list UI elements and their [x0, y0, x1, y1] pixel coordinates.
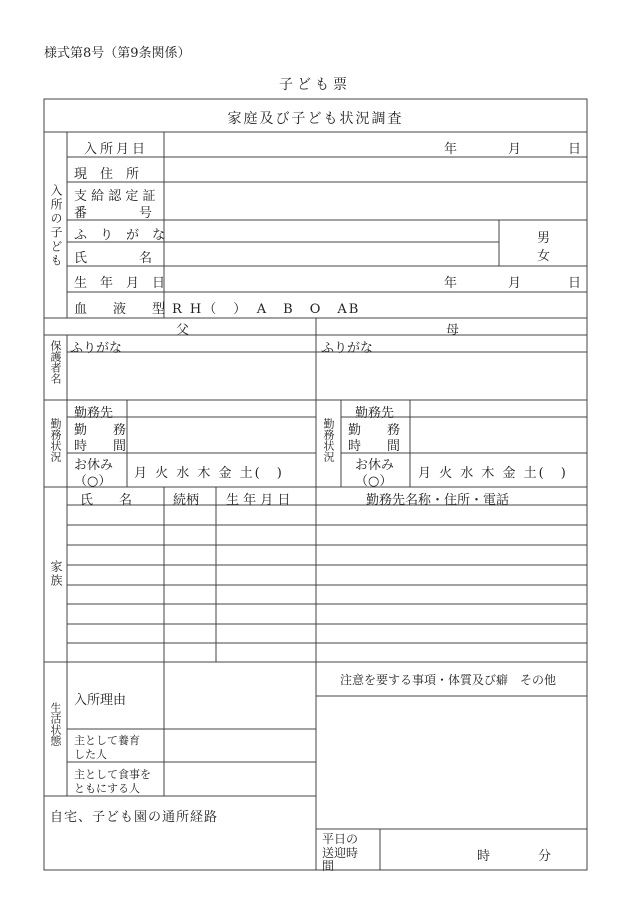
mother-furigana-label: ふりがな: [321, 341, 374, 356]
mother-hours-label-1: 勤 務: [348, 423, 401, 438]
birth-day-label: 日: [568, 276, 582, 291]
family-col-name: 氏 名: [80, 493, 133, 508]
father-holiday-label-2: （○）: [74, 474, 112, 489]
birth-year-label: 年: [444, 276, 458, 291]
meal-label-2: ともにする人: [74, 782, 140, 795]
work-side-label-father: 勤務状況: [49, 418, 62, 462]
entry-year-label: 年: [444, 142, 458, 157]
child-name-label: 氏 名: [74, 251, 153, 266]
child-side-label: 入所の子ども: [49, 184, 63, 268]
father-furigana-label: ふりがな: [70, 341, 123, 356]
commute-label-3: 間: [322, 859, 335, 873]
father-holiday-label-1: お休み: [74, 458, 114, 473]
family-col-birth: 生 年 月 日: [226, 493, 291, 508]
mother-hours-label-2: 時 間: [348, 439, 401, 454]
birth-month-label: 月: [508, 276, 522, 291]
life-side-label: 生活状態: [49, 702, 62, 746]
family-col-work: 勤務先名称・住所・電話: [366, 493, 510, 508]
cert-number-label-2: 番 号: [74, 206, 153, 221]
family-col-relation: 続柄: [173, 493, 200, 508]
furigana-label: ふ り が な: [74, 228, 166, 243]
section-title: 家庭及び子ども状況調査: [227, 111, 404, 127]
carer-label-2: した人: [74, 748, 107, 761]
father-hours-label-2: 時 間: [74, 439, 127, 454]
carer-label-1: 主として養育: [74, 734, 140, 747]
reason-label: 入所理由: [74, 693, 127, 708]
family-side-label: 家族: [49, 560, 63, 588]
male-label: 男: [537, 231, 551, 246]
guardian-side-label: 保護者名: [49, 340, 62, 384]
entry-month-label: 月: [508, 142, 522, 157]
mother-holiday-label-1: お休み: [355, 458, 395, 473]
work-side-label-mother: 勤務状況: [322, 418, 335, 462]
father-holiday-days: 月 火 水 木 金 土( ): [134, 466, 284, 481]
meal-label-1: 主として食事を: [74, 768, 151, 781]
father-hours-label-1: 勤 務: [74, 423, 127, 438]
hour-label: 時: [477, 849, 491, 864]
mother-holiday-days: 月 火 水 木 金 土( ): [418, 466, 568, 481]
mother-holiday-label-2: （○）: [355, 474, 393, 489]
route-label: 自宅、子ども園の通所経路: [50, 810, 219, 825]
mother-label: 母: [446, 323, 460, 338]
mother-workplace-label: 勤務先: [355, 406, 395, 421]
father-label: 父: [176, 323, 190, 338]
commute-label-1: 平日の: [322, 832, 359, 846]
minute-label: 分: [538, 849, 552, 864]
form-number: 様式第8号（第9条関係）: [44, 46, 191, 61]
form-title: 子ども票: [279, 77, 351, 93]
blood-type-label: 血 液 型: [74, 302, 166, 317]
notes-label: 注意を要する事項・体質及び癖 その他: [340, 673, 557, 687]
entry-date-label: 入所月日: [84, 142, 149, 157]
blood-type-values: R H（ ） A B O AB: [172, 302, 361, 317]
commute-label-2: 送迎時: [322, 846, 359, 860]
female-label: 女: [537, 249, 551, 264]
father-workplace-label: 勤務先: [74, 406, 114, 421]
cert-number-label-1: 支 給 認 定 証: [74, 189, 156, 204]
birth-label: 生 年 月 日: [74, 276, 166, 291]
entry-day-label: 日: [568, 142, 582, 157]
address-label: 現 住 所: [74, 167, 140, 182]
